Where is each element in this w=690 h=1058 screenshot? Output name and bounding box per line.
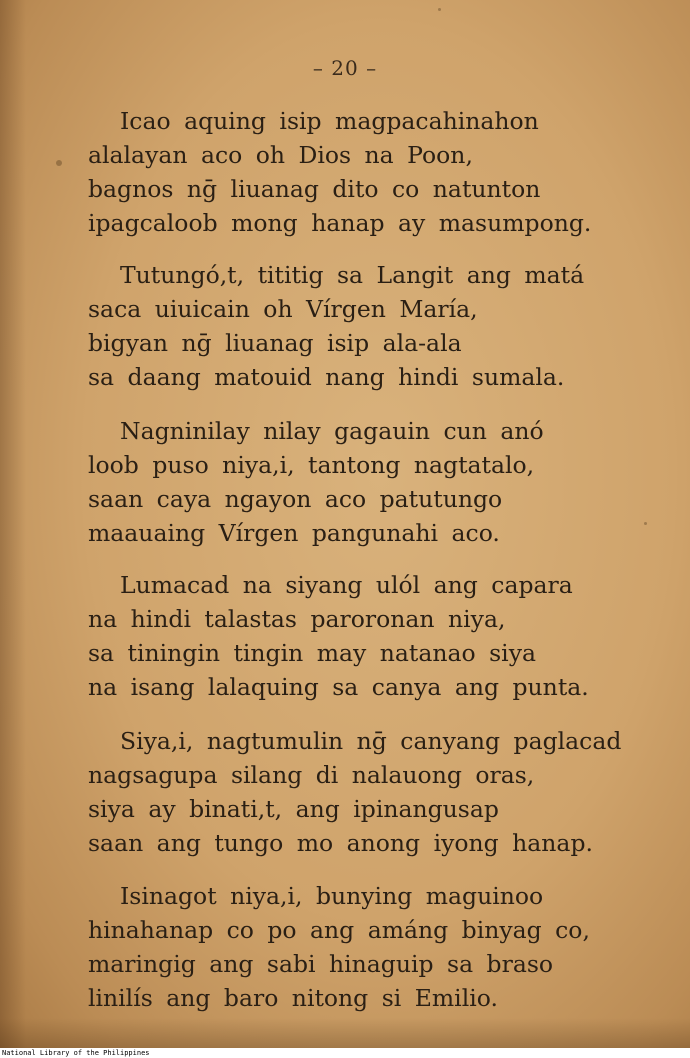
verse-line: saca uiuicain oh Vírgen María, bbox=[88, 295, 478, 323]
paper-speck bbox=[56, 160, 62, 166]
stanza-4 bbox=[88, 568, 683, 704]
verse-line: alalayan aco oh Dios na Poon, bbox=[88, 141, 473, 169]
verse-line: Siya,i, nagtumulin nḡ canyang paglacad bbox=[120, 727, 622, 755]
verse-line: bagnos nḡ liuanag dito co natunton bbox=[88, 175, 541, 203]
page-number: – 20 – bbox=[312, 56, 378, 80]
verse-line: maauaing Vírgen pangunahi aco. bbox=[88, 519, 500, 547]
verse-line: na isang lalaquing sa canya ang punta. bbox=[88, 673, 589, 701]
verse-line: Isinagot niya,i, bunying maguinoo bbox=[120, 882, 544, 910]
verse-line: maringig ang sabi hinaguip sa braso bbox=[88, 950, 554, 978]
verse-line: Nagninilay nilay gagauin cun anó bbox=[120, 417, 544, 445]
verse-line: saan ang tungo mo anong iyong hanap. bbox=[88, 829, 593, 857]
page-shadow-bottom bbox=[0, 1018, 690, 1048]
stanza-1 bbox=[88, 104, 683, 240]
verse-line: sa daang matouid nang hindi sumala. bbox=[88, 363, 565, 391]
stanza-6 bbox=[88, 879, 683, 1015]
library-credit: National Library of the Philippines bbox=[0, 1048, 690, 1058]
verse-line: saan caya ngayon aco patutungo bbox=[88, 485, 503, 513]
verse-line: linilís ang baro nitong si Emilio. bbox=[88, 984, 498, 1012]
verse-line: Icao aquing isip magpacahinahon bbox=[120, 107, 539, 135]
verse-line: na hindi talastas paroronan niya, bbox=[88, 605, 506, 633]
stanza-2 bbox=[88, 258, 683, 394]
verse-line: bigyan nḡ liuanag isip ala-ala bbox=[88, 329, 462, 357]
verse-line: sa tiningin tingin may natanao siya bbox=[88, 639, 536, 667]
page-shadow-left bbox=[0, 0, 26, 1048]
verse-line: loob puso niya,i, tantong nagtatalo, bbox=[88, 451, 535, 479]
stanza-5 bbox=[88, 724, 683, 860]
stanza-3 bbox=[88, 414, 683, 550]
verse-line: hinahanap co po ang amáng binyag co, bbox=[88, 916, 590, 944]
paper-speck bbox=[438, 8, 441, 11]
verse-line: ipagcaloob mong hanap ay masumpong. bbox=[88, 209, 592, 237]
verse-line: Lumacad na siyang ulól ang capara bbox=[120, 571, 573, 599]
verse-line: Tutungó,t, tititig sa Langit ang matá bbox=[120, 261, 585, 289]
verse-line: nagsagupa silang di nalauong oras, bbox=[88, 761, 535, 789]
verse-line: siya ay binati,t, ang ipinangusap bbox=[88, 795, 499, 823]
